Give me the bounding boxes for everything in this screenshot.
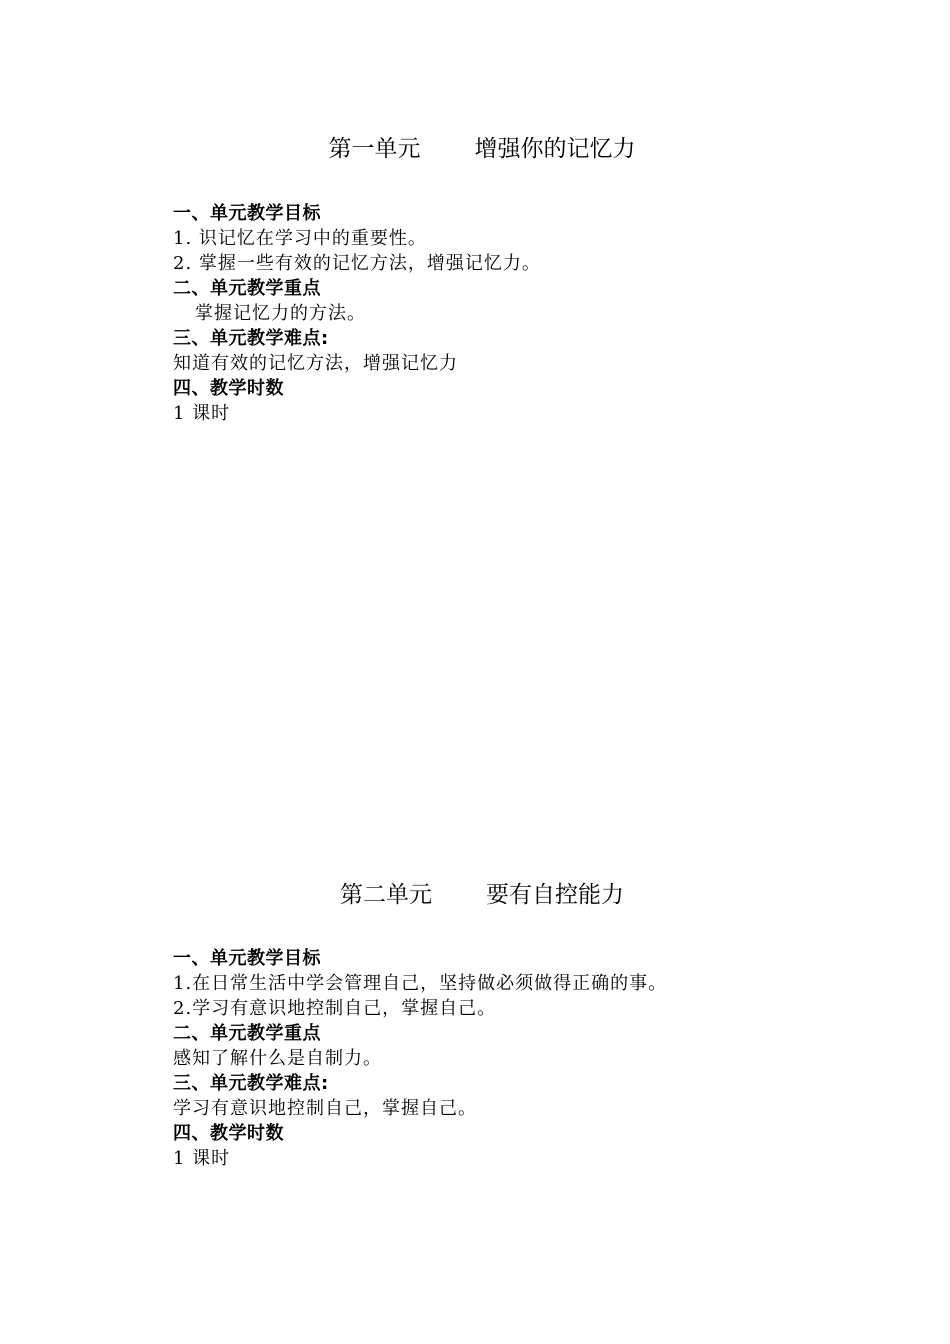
unit-1-hours-heading: 四、教学时数 bbox=[173, 378, 284, 399]
unit-1-content bbox=[173, 201, 873, 426]
unit-1-title-number: 第一单元 bbox=[328, 136, 421, 162]
unit-2-focus-text: 感知了解什么是自制力。 bbox=[173, 1048, 382, 1069]
unit-2-focus-heading: 二、单元教学重点 bbox=[173, 1023, 321, 1044]
unit-2 bbox=[0, 877, 950, 1169]
unit-1-difficulty-heading: 三、单元教学难点: bbox=[173, 328, 329, 349]
unit-2-hours-heading: 四、教学时数 bbox=[173, 1123, 284, 1144]
unit-1-goal-2: 2. 掌握一些有效的记忆方法，增强记忆力。 bbox=[173, 253, 541, 274]
unit-2-title-topic: 要有自控能力 bbox=[486, 882, 624, 908]
unit-1-focus-text: 掌握记忆力的方法。 bbox=[195, 303, 366, 324]
unit-2-hours-text: 1 课时 bbox=[173, 1148, 231, 1169]
unit-1-goal-1: 1. 识记忆在学习中的重要性。 bbox=[173, 228, 427, 249]
unit-1-difficulty-text: 知道有效的记忆方法，增强记忆力 bbox=[173, 353, 458, 374]
unit-2-difficulty-text: 学习有意识地控制自己，掌握自己。 bbox=[173, 1098, 477, 1119]
unit-2-goal-2: 2.学习有意识地控制自己，掌握自己。 bbox=[173, 998, 497, 1019]
unit-1-hours-text: 1 课时 bbox=[173, 403, 231, 424]
unit-2-goal-1: 1.在日常生活中学会管理自己，坚持做必须做得正确的事。 bbox=[173, 973, 668, 994]
unit-2-content bbox=[173, 946, 873, 1171]
unit-1-title-topic: 增强你的记忆力 bbox=[474, 136, 636, 162]
unit-2-goals-heading: 一、单元教学目标 bbox=[173, 948, 321, 969]
unit-1-focus-heading: 二、单元教学重点 bbox=[173, 278, 321, 299]
unit-2-title-number: 第二单元 bbox=[340, 882, 432, 908]
unit-1-goals-heading: 一、单元教学目标 bbox=[173, 203, 321, 224]
unit-1-title bbox=[0, 131, 950, 167]
unit-2-difficulty-heading: 三、单元教学难点: bbox=[173, 1073, 329, 1094]
unit-1 bbox=[0, 131, 950, 424]
unit-2-title bbox=[0, 877, 950, 913]
